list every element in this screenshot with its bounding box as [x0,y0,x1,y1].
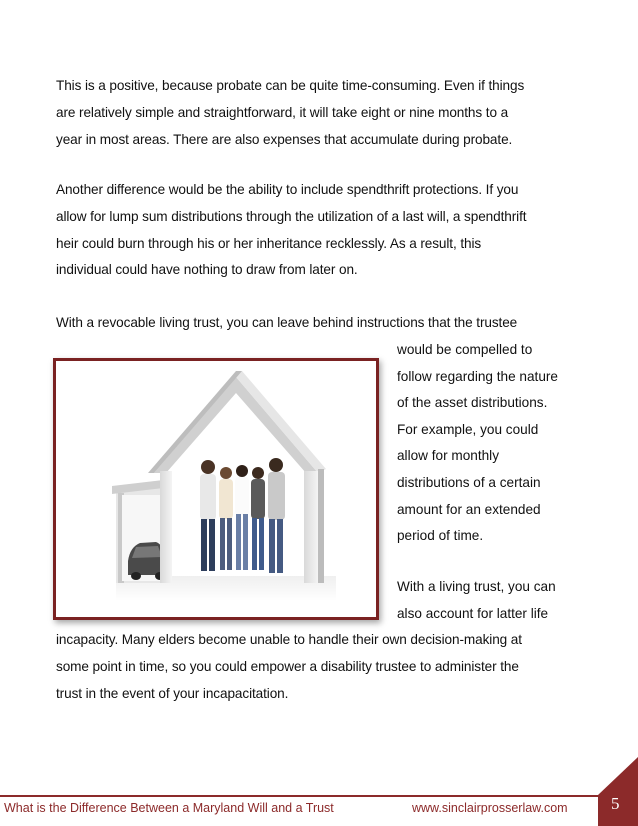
footer-website-link[interactable]: www.sinclairprosserlaw.com [412,801,568,815]
text-line: incapacity. Many elders become unable to handle their own decision-making at [56,632,522,647]
text-line: follow regarding the nature [397,368,558,384]
text-line: of the asset distributions. [397,395,548,411]
text-line: Another difference would be the ability to include spendthrift protections. If you [56,182,519,197]
text-line: distributions of a certain [397,474,541,490]
family-house-photo [53,358,379,620]
footer-divider [0,795,600,797]
paragraph-incapacity [56,627,522,707]
page-footer [0,795,638,826]
text-line: This is a positive, because probate can be quite time-consuming. Even if things [56,78,525,93]
text-line: amount for an extended [397,501,541,517]
paragraph-revocable-trust-side [397,337,558,550]
text-line: also account for latter life [397,605,549,621]
text-line: With a revocable living trust, you can leave behind instructions that the trustee [56,315,518,330]
paragraph-incapacity-side [397,574,556,627]
text-line: period of time. [397,528,484,544]
text-line: individual could have nothing to draw from later on. [56,262,358,278]
paragraph-spendthrift [56,177,526,284]
paragraph-revocable-trust-intro [56,310,517,337]
text-line: year in most areas. There are also expenses that accumulate during probate. [56,131,513,147]
text-line: are relatively simple and straightforward, it will take eight or nine months to a [56,104,509,120]
house-illustration [56,361,376,617]
footer-document-title: What is the Difference Between a Maryland Will and a Trust [4,801,334,815]
page-corner-triangle [598,757,638,826]
page-number: 5 [611,794,620,813]
text-line: allow for lump sum distributions through the utilization of a last will, a spendthrift [56,208,527,224]
text-line: trust in the event of your incapacitation. [56,685,289,701]
text-line: With a living trust, you can [397,579,556,594]
paragraph-probate [56,73,524,153]
text-line: allow for monthly [397,448,499,464]
text-line: heir could burn through his or her inheritance recklessly. As a result, this [56,235,482,251]
text-line: For example, you could [397,421,539,437]
text-line: some point in time, so you could empower a disability trustee to administer the [56,658,519,674]
text-line: would be compelled to [397,342,533,357]
